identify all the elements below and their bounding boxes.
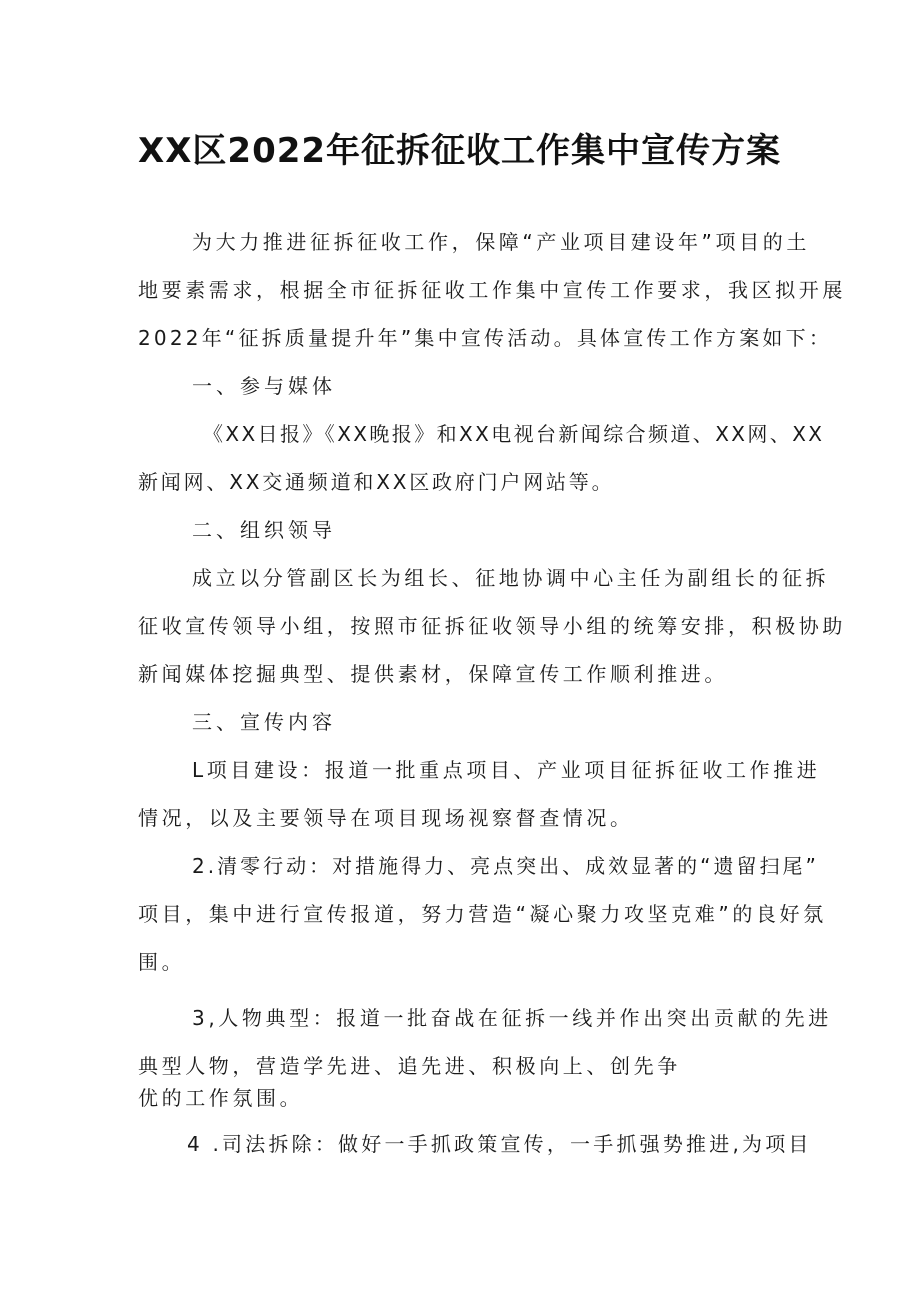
list-item-line: 3,人物典型：报道一批奋战在征拆一线并作出突出贡献的先进 — [192, 1006, 832, 1030]
document-title: XX区2022年征拆征收工作集中宣传方案 — [138, 131, 782, 171]
paragraph-line: 征收宣传领导小组，按照市征拆征收领导小组的统筹安排，积极协助 — [138, 614, 846, 638]
list-item-line: 围。 — [138, 950, 186, 974]
section-heading-media: 一、参与媒体 — [192, 374, 336, 398]
section-heading-content: 三、宣传内容 — [192, 710, 336, 734]
list-item-line: 4 .司法拆除：做好一手抓政策宣传，一手抓强势推进,为项目 — [187, 1132, 812, 1156]
paragraph-line: 《XX日报》《XX晚报》和XX电视台新闻综合频道、XX网、XX — [203, 422, 825, 446]
paragraph-line: 新闻媒体挖掘典型、提供素材，保障宣传工作顺利推进。 — [138, 662, 728, 686]
list-item-line: 情况，以及主要领导在项目现场视察督查情况。 — [138, 806, 634, 830]
paragraph-line: 新闻网、XX交通频道和XX区政府门户网站等。 — [138, 470, 615, 494]
list-item-line: 2.清零行动：对措施得力、亮点突出、成效显著的“遗留扫尾” — [192, 854, 819, 878]
paragraph-line: 为大力推进征拆征收工作，保障“产业项目建设年”项目的土 — [192, 230, 810, 254]
list-item-line: 项目，集中进行宣传报道，努力营造“凝心聚力攻坚克难”的良好氛 — [138, 902, 827, 926]
paragraph-line: 地要素需求，根据全市征拆征收工作集中宣传工作要求，我区拟开展 — [138, 278, 846, 302]
list-item-line: L项目建设：报道一批重点项目、产业项目征拆征收工作推进 — [192, 758, 821, 782]
section-heading-organization: 二、组织领导 — [192, 518, 336, 542]
list-item-line: 优的工作氛围。 — [138, 1086, 304, 1110]
list-item-line: 典型人物，营造学先进、追先进、积极向上、创先争 — [138, 1054, 681, 1078]
paragraph-line: 成立以分管副区长为组长、征地协调中心主任为副组长的征拆 — [192, 566, 830, 590]
paragraph-line: 2022年“征拆质量提升年”集中宣传活动。具体宣传工作方案如下： — [138, 326, 833, 350]
